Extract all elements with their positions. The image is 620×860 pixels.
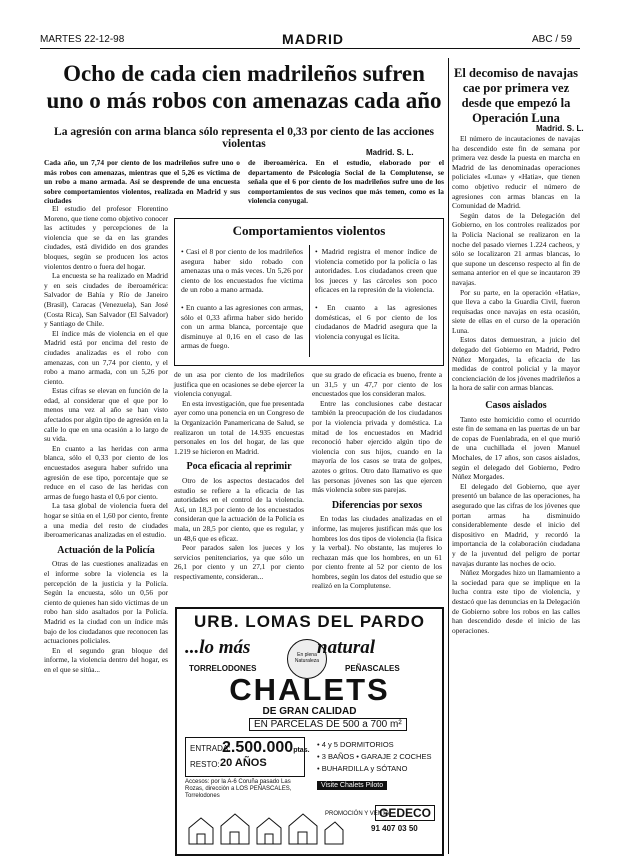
real-estate-ad bbox=[175, 607, 444, 856]
houses-illustration-icon bbox=[185, 804, 345, 846]
ad-quality: DE GRAN CALIDAD bbox=[262, 706, 357, 717]
col2-paragraph: Otro de los aspectos destacados del estudio se refiere a la eficacia de las autoridades en el control de la violencia. Así, un 18,3 por ciento de los encuestados consideran que la actuación de la Policía es mala, un 28,5 por ciento, que es regular, y un 48,6 que es eficaz. bbox=[174, 475, 304, 543]
ad-entrada-label: ENTRADA: bbox=[190, 744, 231, 753]
col2-paragraph: de un asa por ciento de los madrileños justifica que en ocasiones se debe ejercer la violencia conyugal. bbox=[174, 370, 304, 399]
col2-subheading: Poca eficacia al reprimir bbox=[186, 461, 292, 473]
col3-paragraph: que su grado de eficacia es bueno, frente a un 31,5 y un 47,7 por ciento de los encuestados que los consideran malos. bbox=[312, 370, 442, 399]
main-headline: Ocho de cada cien madrileños sufren uno o más robos con amenazas cada año bbox=[46, 61, 442, 113]
sidebar-paragraph: Estos datos demuestran, a juicio del delegado del Gobierno en Madrid, Pedro Núñez Morgades, la eficacia de las medidas de control policial y la mayor concienciación de los jóvenes madrileños a la hora de salir con armas blancas. bbox=[452, 335, 580, 393]
column-2 bbox=[174, 370, 304, 602]
sidebar-subheading: Casos aislados bbox=[485, 400, 547, 412]
box-divider bbox=[309, 245, 310, 357]
col3-paragraph: En todas las ciudades analizadas en el informe, las mujeres justifican más que los hombres los dos tipos de violencia (la física y la verbal). No obstante, las mujeres lo rechazan más que los hombres, en un 61 por ciento frente al 52 por ciento de los hombres, según los datos del estudio que se realizó en la Complutense. bbox=[312, 514, 442, 591]
ad-years: 20 AÑOS bbox=[220, 757, 267, 769]
column-3 bbox=[312, 370, 442, 602]
ad-price-box bbox=[185, 737, 310, 777]
page-number: ABC / 59 bbox=[532, 34, 573, 45]
ad-price: 2.500.000ptas. bbox=[222, 739, 310, 756]
col3-paragraph: Entre las conclusiones cabe destacar también la preocupación de los ciudadanos por la violencia privada y doméstica. La mitad de los encuestados en Madrid reconoció haber ejercido algún tipo de violencia con sus hijos, cuando en la mayoría de los casos se trata de golpes, azotes o gritos. Otro dato llamativo es que las personas jóvenes son las que ejercen más violencia sobre sus parejas. bbox=[312, 398, 442, 495]
box-bullet: • Casi el 8 por ciento de los madrileños asegura haber sido robado con amenazas una o más veces. Un 5,26 por ciento de los encuestados fue víctima de un robo a mano armada. bbox=[181, 247, 304, 295]
col1-paragraph: Estas cifras se elevan en función de la edad, al considerar que el que por lo menos una vez al año se han visto afectados por algún tipo de agresión en la calle lo que en una ocasión a lo largo de su vida. bbox=[44, 386, 168, 444]
box-bullet: • Madrid registra el menor índice de violencia cometido por la policía o las autoridades. Los ciudadanos creen que los jueces y las cárceles son poco eficaces en la represión de la violencia. bbox=[315, 247, 437, 295]
col1-paragraph: La tasa global de violencia fuera del hogar se sitúa en el 1,60 por ciento, frente a una media del resto de ciudades iberoamericanas analizadas en el estudio. bbox=[44, 501, 168, 540]
ad-location-1: TORRELODONES bbox=[189, 664, 257, 673]
box-bullet: • En cuanto a las agresiones con armas, sólo el 0,33 afirma haber sido herido con un arma blanca, porcentaje que disminuye al 0,16 en el caso de las armas de fuego. bbox=[181, 302, 303, 351]
ad-slogan-part2: natural bbox=[317, 637, 376, 658]
ad-promo-label: PROMOCIÓN Y VENTA: bbox=[325, 811, 392, 817]
sidebar-column bbox=[452, 134, 580, 856]
gedeco-logo: GEDECO bbox=[375, 805, 435, 821]
ad-product: CHALETS bbox=[229, 672, 390, 707]
ad-slogan-part1: ...lo más bbox=[185, 637, 251, 658]
col1-paragraph: La encuesta se ha realizado en Madrid y en seis ciudades de iberoamérica: Salvador de Bahía y Río de Janeiro (Brasil), Caracas (Venezuela), San José (Costa Rica), San Salvador (El Salvador) y Santiago de Chile. bbox=[44, 271, 168, 329]
box-left-bullets bbox=[181, 247, 303, 351]
col1-paragraph: En el segundo gran bloque del informe, la violencia dentro del hogar, es en el que se sitúa... bbox=[44, 645, 168, 674]
sidebar-divider bbox=[448, 58, 449, 854]
main-subhead: La agresión con arma blanca sólo representa el 0,33 por ciento de las acciones violentas bbox=[54, 126, 434, 150]
sidebar-headline: El decomiso de navajas cae por primera vez desde que empezó la Operación Luna bbox=[454, 66, 578, 125]
sidebar-paragraph: Tanto este homicidio como el ocurrido este fin de semana en las puertas de un bar de copas de Fuenlabrada, en el que murió de una cuchillada el joven Manuel Mochales, de 17 años, son casos aislados, según el delegado del Gobierno, Pedro Núñez Morgades. bbox=[452, 414, 580, 482]
box-bullet: • En cuanto a las agresiones domésticas, el 6 por ciento de los ciudadanos de Madrid asegura que la violencia conyugal es lícita. bbox=[315, 302, 437, 341]
col2-paragraph: En esta investigación, que fue presentada ayer como una ponencia en un Congreso de la Organización Panamericana de Salud, se realizaron un total de 14.935 encuestas personales en los del hogar, de las que 1.219 se hicieron en Madrid. bbox=[174, 398, 304, 456]
col3-subheading: Diferencias por sexos bbox=[331, 499, 423, 511]
ad-access-text: Accesos: por la A-6 Coruña pasado Las Rozas, dirección a LOS PEÑASCALES, Torrelodones bbox=[185, 779, 292, 799]
sidebar-paragraph: El número de incautaciones de navajas ha descendido este fin de semana por primera vez desde la puesta en marcha en Madrid de las denominadas operaciones policiales «Luna» y «Hatia», que tienen como objetivo reducir el número de agresiones con armas blancas en la Comunidad de Madrid. bbox=[452, 134, 580, 211]
col1-paragraph: Otras de las cuestiones analizadas en el informe sobre la violencia es la percepción de la justicia y la Policía. Según la encuesta, sólo un 0,56 por ciento de quienes han sido víctimas de un robo han sido asaltados por la Policía. Madrid es la ciudad con un índice más bajo de los ciudadanos que reconocen las actuaciones policiales. bbox=[44, 559, 168, 646]
header-rule bbox=[40, 48, 580, 49]
lead-right: de iberoamérica. En el estudio, elaborado por el departamento de Psicología Social de la Complutense, se señala que el 6 por ciento de los madrileños sufre uno de los comportamientos de sus vecinos que más temen, como es la violencia conyugal. bbox=[248, 158, 444, 206]
col1-subheading: Actuación de la Policía bbox=[57, 544, 155, 556]
ad-features bbox=[317, 739, 431, 775]
col1-paragraph: En cuanto a las heridas con arma blanca, sólo el 0,33 por ciento de los encuestados asegura haber sufrido una agresión de ese tipo, porcentaje que se reduce en el caso de las heridas con armas de fuego hasta el 0,6 por ciento. bbox=[44, 443, 168, 501]
sidebar-paragraph: Según datos de la Delegación del Gobierno, en los controles realizados por la Policía Nacional se realizaron en la noche del pasado viernes 1.224 cacheos, y sólo se localizaron 21 armas blancas, lo que supone un descenso respecto al fin de semana anterior en el que se incautaron 39 navajas. bbox=[452, 210, 580, 287]
header-date: MARTES 22-12-98 bbox=[40, 34, 125, 45]
lead-left: Cada año, un 7,74 por ciento de los madrileños sufre uno o más robos con amenazas, mientras que el 5,26 es víctima de un robo a mano armada. Así se desprende de una encuesta sobre comportamientos violentos, realizada en Madrid y sus ciudades bbox=[44, 158, 240, 206]
ad-feature: • 4 y 5 DORMITORIOS bbox=[317, 740, 394, 749]
sidebar-paragraph: Por su parte, en la operación «Hatia», que lleva a cabo la Guardia Civil, fueron requisadas once navajas en esta ocasión, siete de ellas en el curso de la operación Luna. bbox=[452, 287, 580, 335]
sidebar-byline: Madrid. S. L. bbox=[536, 124, 584, 133]
box-title: Comportamientos violentos bbox=[232, 223, 386, 238]
ad-phone: 91 407 03 50 bbox=[371, 824, 418, 833]
seal-text: En plena Naturaleza bbox=[294, 652, 320, 664]
highlights-box bbox=[174, 218, 444, 366]
section-title: MADRID bbox=[282, 31, 344, 47]
ad-feature: • 3 BAÑOS • GARAJE 2 COCHES bbox=[317, 752, 432, 761]
ad-parcel-size: EN PARCELAS DE 500 a 700 m² bbox=[249, 718, 407, 731]
sidebar-paragraph: El delegado del Gobierno, que ayer presentó un balance de las operaciones, ha asegurado que las cifras de los jóvenes que portan armas ha disminuido considerablemente desde el inicio del dispositivo en Madrid, y recordó la importancia de la colaboración ciudadana y de la juventud del peligro de portar navajas durante las noches de ocio. bbox=[452, 481, 580, 568]
sidebar-paragraph: Núñez Morgades hizo un llamamiento a la sociedad para que se implique en la lucha contra este tipo de violencia, y destacó que las denuncias en la Delegación de Gobierno sobre los robos en las calles han descendido desde el inicio de las operaciones. bbox=[452, 568, 580, 635]
ad-visit-banner: Visite Chalets Piloto bbox=[317, 781, 387, 790]
box-right-bullets bbox=[315, 247, 437, 341]
ad-title: URB. LOMAS DEL PARDO bbox=[194, 612, 425, 631]
ad-feature: • BUHARDILLA y SÓTANO bbox=[317, 764, 408, 773]
ad-resto-label: RESTO: bbox=[190, 760, 220, 769]
main-byline: Madrid. S. L. bbox=[366, 148, 414, 157]
col2-paragraph: Peor parados salen los jueces y los servicios penitenciarios, ya que sólo un 26,1 por ciento y un 27,1 por ciento respectivamente, consideran... bbox=[174, 543, 304, 581]
column-1 bbox=[44, 204, 168, 856]
col1-paragraph: El índice más de violencia en el que Madrid está por encima del resto de ciudades analizadas es el robo con amenazas, con un 7,74 por ciento, y el robo a mano armada, con un 5,26 por ciento. bbox=[44, 328, 168, 386]
ad-location-2: PEÑASCALES bbox=[345, 664, 400, 673]
col1-paragraph: El estudio del profesor Florentino Moreno, que tiene como objetivo conocer las actitudes y percepciones de la violencia que se da en las grandes ciudades, está dividido en dos grandes bloques, según se producen los actos violentos dentro o fuera del hogar. bbox=[44, 204, 168, 271]
